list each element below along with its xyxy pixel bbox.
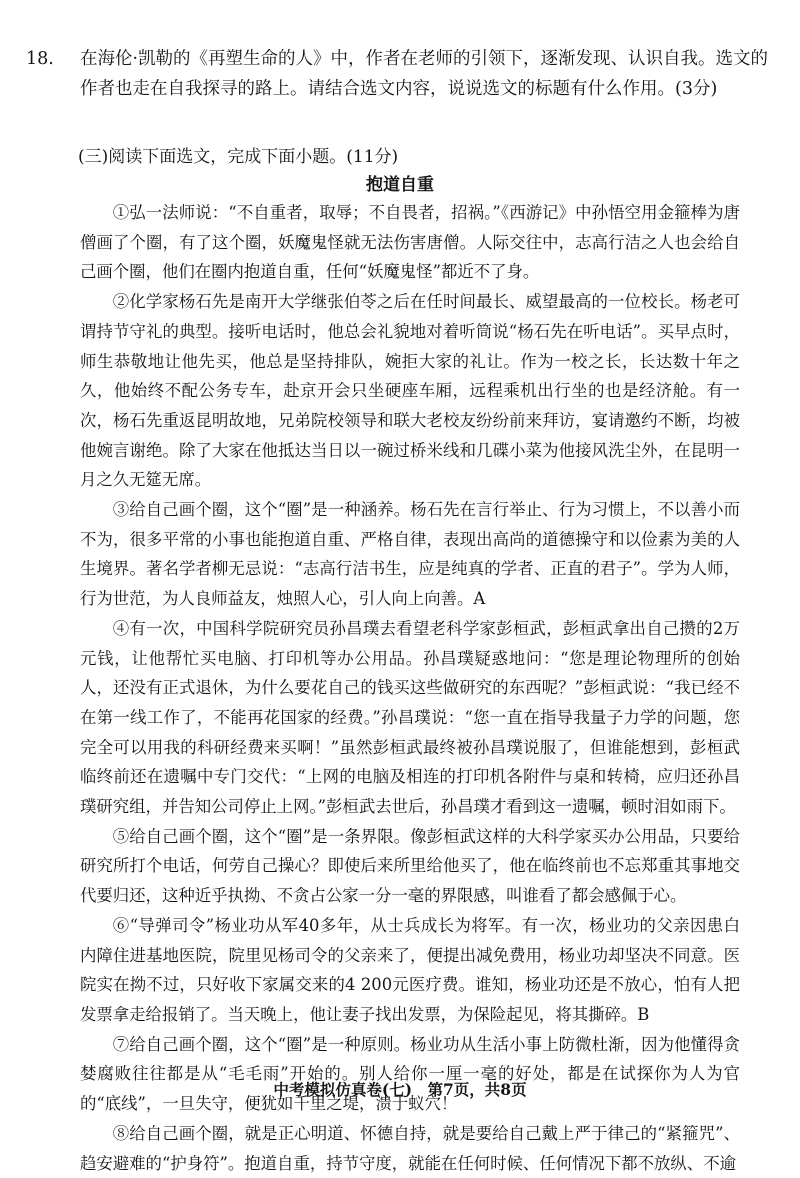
page-footer	[0, 1079, 800, 1101]
paragraph-7: ⑦给自己画个圈，这个“圈”是一种原则。杨业功从生活小事上防微杜渐，因为他懂得贪婪腐败往往都是从“毛毛雨”开始的。别人给你一厘一毫的好处，都是在试探你为人为官的“底线”，一旦失守，便犹如千里之堤，溃于蚁穴！	[80, 1034, 740, 1114]
paragraph-3: ③给自己画个圈，这个“圈”是一种涵养。杨石先在言行举止、行为习惯上，不以善小而不为，很多平常的小事也能抱道自重、严格自律，表现出高尚的道德操守和以俭素为美的人生境界。著名学者柳无忌说：“志高行洁书生，应是纯真的学者、正直的君子”。学为人师，行为世范，为人良师益友，烛照人心，引人向上向善。A	[80, 500, 740, 609]
paragraph-5: ⑤给自己画个圈，这个“圈”是一条界限。像彭桓武这样的大科学家买办公用品，只要给研究所打个电话，何劳自己操心？即使后来所里给他买了，他在临终前也不忘郑重其事地交代要归还，这种近乎执拗、不贪占公家一分一毫的界限感，叫谁看了都会感佩于心。	[80, 826, 740, 906]
article-body	[80, 198, 740, 1178]
page-number: 第7页，共8页	[427, 1080, 527, 1099]
paragraph-1: ①弘一法师说：“不自重者，取辱；不自畏者，招祸。”《西游记》中孙悟空用金箍棒为唐僧画了个圈，有了这个圈，妖魔鬼怪就无法伤害唐僧。人际交往中，志高行洁之人也会给自己画个圈，他们在圈内抱道自重，任何“妖魔鬼怪”都近不了身。	[80, 203, 740, 282]
paragraph-6: ⑥“导弹司令”杨业功从军40多年，从士兵成长为将军。有一次，杨业功的父亲因患白内障住进基地医院，院里见杨司令的父亲来了，便提出减免费用，杨业功却坚决不同意。医院实在拗不过，只好收下家属交来的4 200元医疗费。谁知，杨业功还是不放心，怕有人把发票拿走给报销了。当天晚上，他让妻子找出发票，为保险起见，将其撕碎。B	[80, 915, 740, 1024]
question-18	[26, 44, 770, 104]
paper-name: 中考模拟仿真卷(七)	[273, 1080, 413, 1099]
paragraph-4: ④有一次，中国科学院研究员孙昌璞去看望老科学家彭桓武，彭桓武拿出自己攒的2万元钱，让他帮忙买电脑、打印机等办公用品。孙昌璞疑惑地问：“您是理论物理所的创始人，还没有正式退休，为什么要花自己的钱买这些做研究的东西呢？”彭桓武说：“我已经不在第一线工作了，不能再花国家的经费。”孙昌璞说：“您一直在指导我量子力学的问题，您完全可以用我的科研经费来买啊！”虽然彭桓武最终被孙昌璞说服了，但谁能想到，彭桓武临终前还在遗嘱中专门交代：“上网的电脑及相连的打印机各附件与桌和转椅，应归还孙昌璞研究组，并告知公司停止上网。”彭桓武去世后，孙昌璞才看到这一遗嘱，顿时泪如雨下。	[80, 618, 740, 817]
paragraph-2: ②化学家杨石先是南开大学继张伯苓之后在任时间最长、威望最高的一位校长。杨老可谓持节守礼的典型。接听电话时，他总会礼貌地对着听筒说“杨石先在听电话”。买早点时，师生恭敬地让他先买，他总是坚持排队，婉拒大家的礼让。作为一校之长，长达数十年之久，他始终不配公务专车，赴京开会只坐硬座车厢，远程乘机出行坐的也是经济舱。有一次，杨石先重返昆明故地，兄弟院校领导和联大老校友纷纷前来拜访，宴请邀约不断，均被他婉言谢绝。除了大家在他抵达当日以一碗过桥米线和几碟小菜为他接风洗尘外，在昆明一月之久无筵无席。	[80, 292, 740, 490]
article-title: 抱道自重	[366, 175, 434, 195]
question-number: 18.	[26, 49, 54, 69]
paragraph-8: ⑧给自己画个圈，就是正心明道、怀德自持，就是要给自己戴上严于律己的“紧箍咒”、趋安避难的“护身符”。抱道自重，持节守度，就能在任何时候、任何情况下都不放纵、不逾	[80, 1123, 740, 1173]
question-text: 在海伦·凯勒的《再塑生命的人》中，作者在老师的引领下，逐渐发现、认识自我。选文的作者也走在自我探寻的路上。请结合选文内容，说说选文的标题有什么作用。(3分)	[80, 49, 769, 99]
section-heading: (三)阅读下面选文，完成下面小题。(11分)	[78, 147, 399, 167]
